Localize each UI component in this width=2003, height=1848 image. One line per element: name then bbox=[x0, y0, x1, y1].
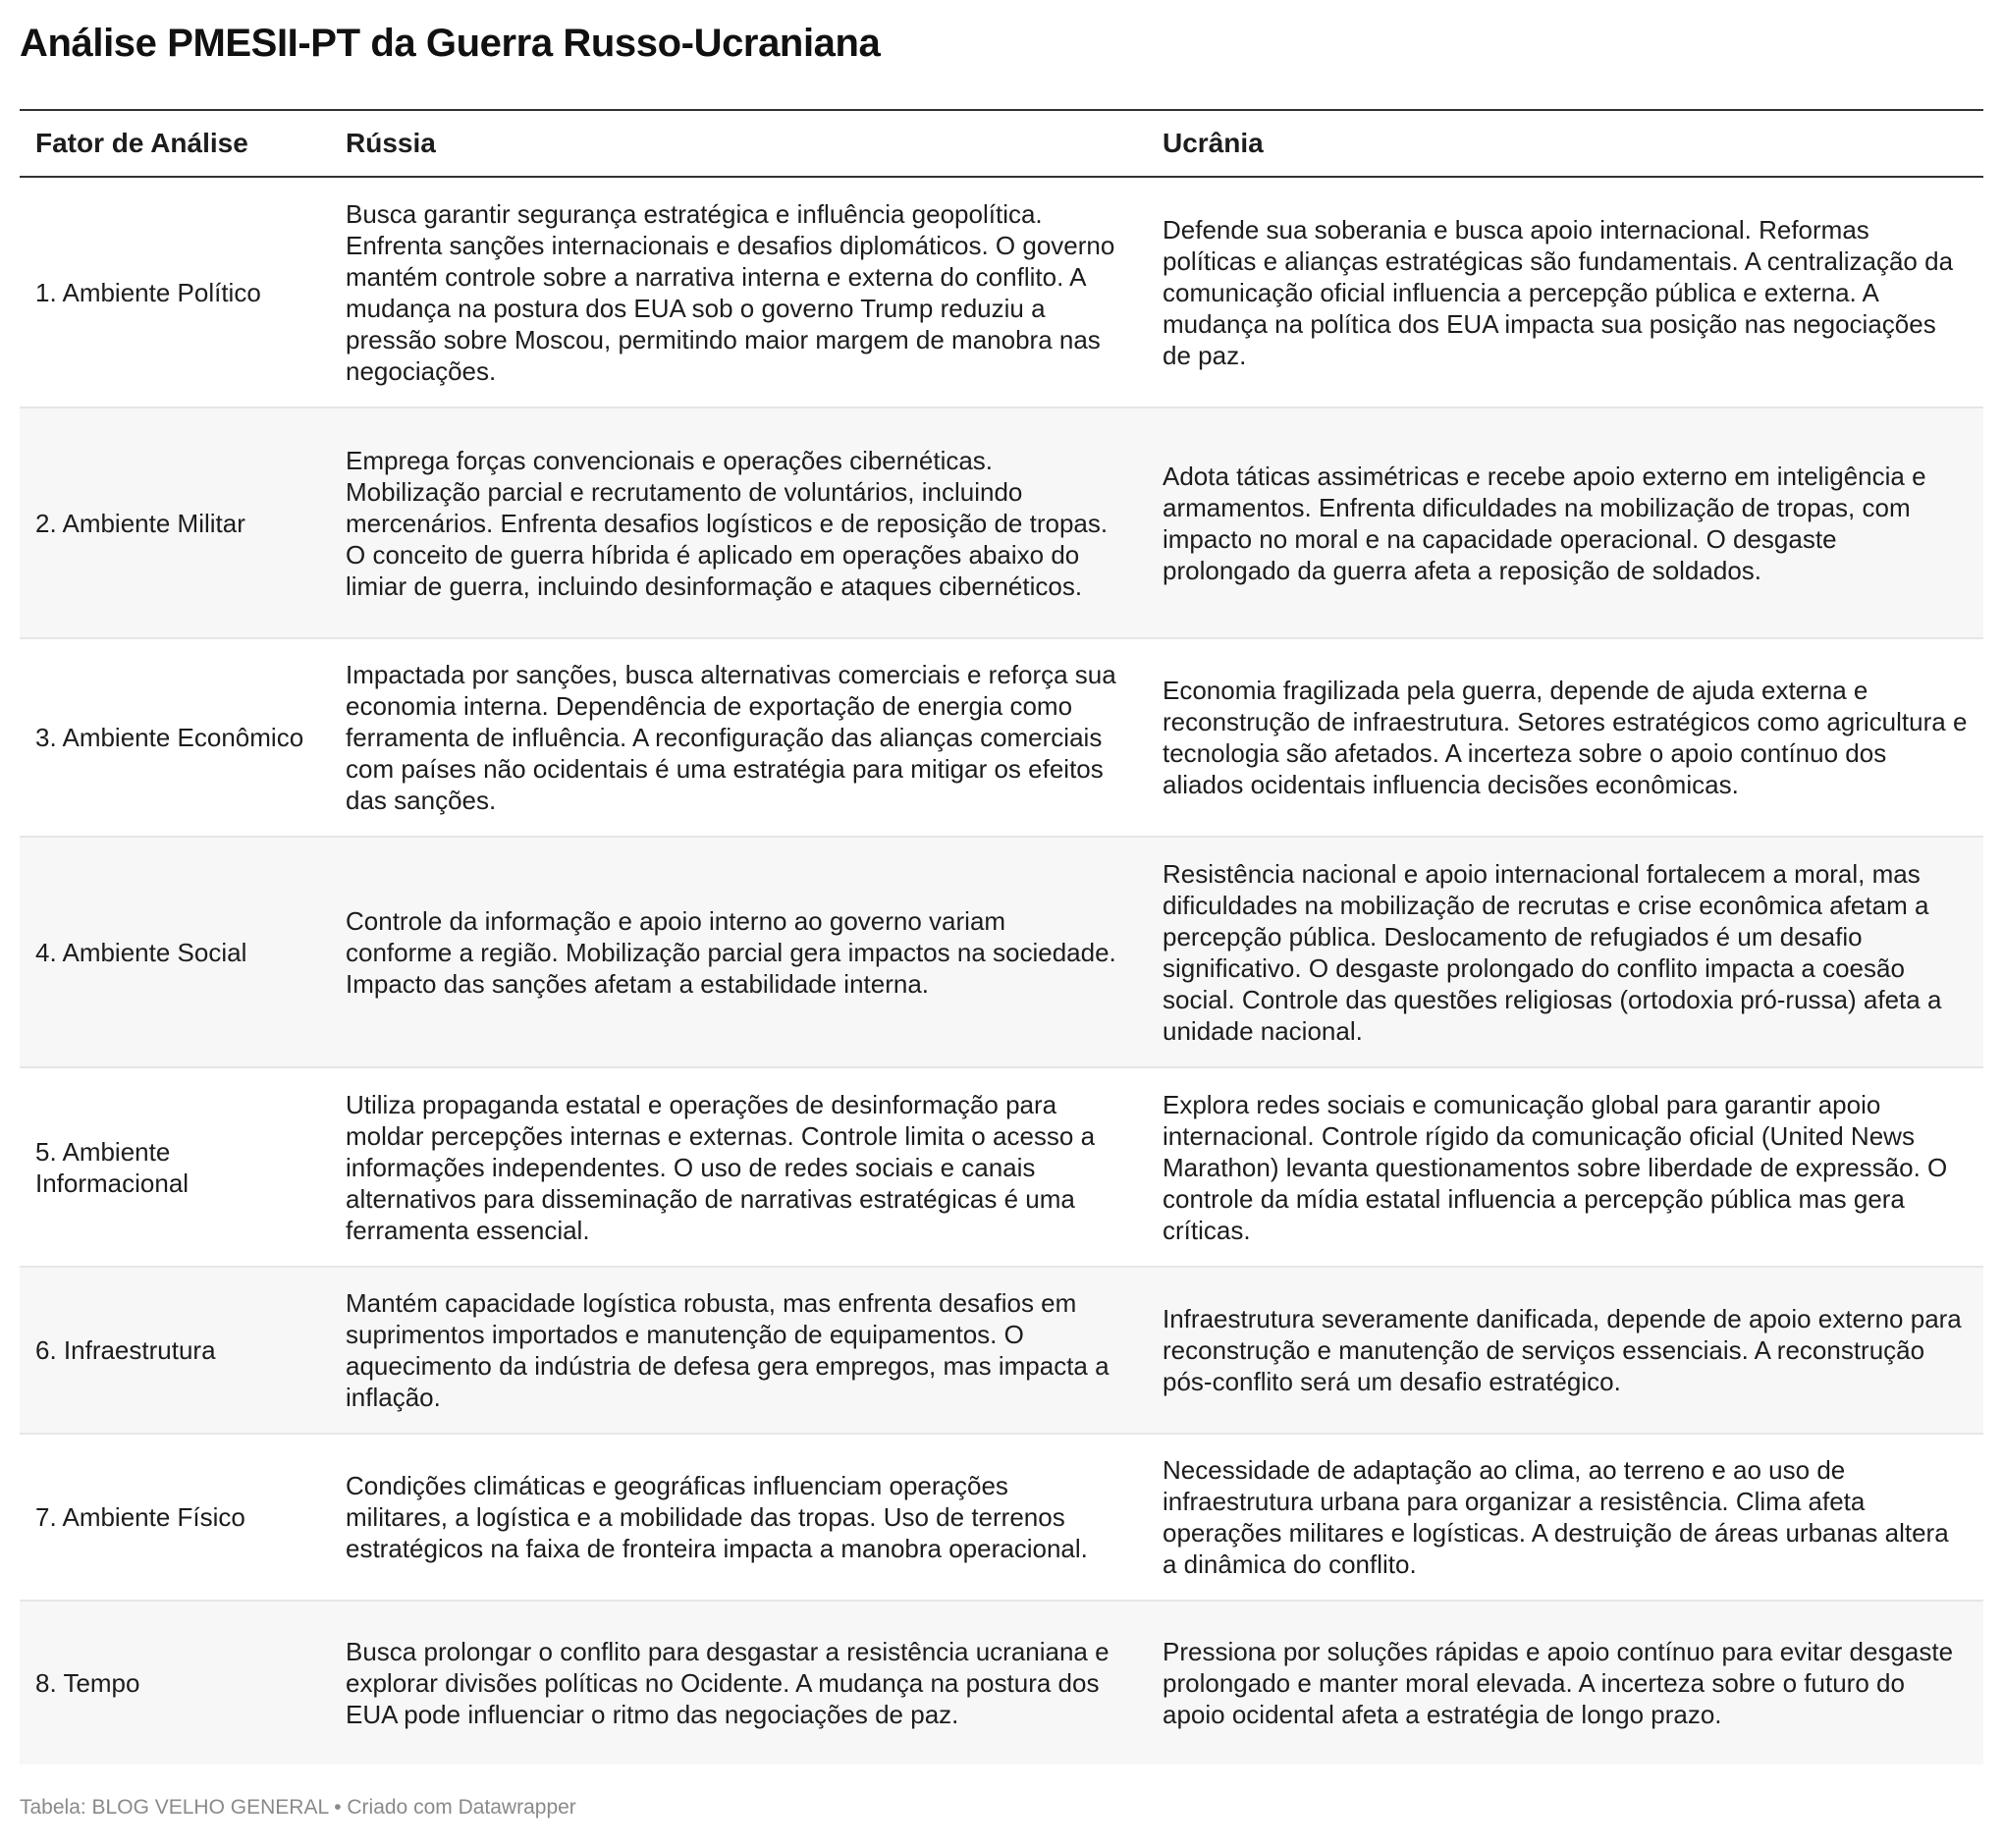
ukraine-cell: Economia fragilizada pela guerra, depende de ajuda externa e reconstrução de infraestrutura. Setores estratégicos como agricultura e tecnologia são afetados. A incerteza sobre o apoio contínuo dos aliados ocidentais influencia decisões econômicas. bbox=[1147, 638, 1983, 837]
factor-cell: 2. Ambiente Militar bbox=[20, 408, 330, 638]
ukraine-cell: Defende sua soberania e busca apoio internacional. Reformas políticas e alianças estratégicas são fundamentais. A centralização da comunicação oficial influencia a percepção pública e externa. A mudança na política dos EUA impacta sua posição nas negociações de paz. bbox=[1147, 177, 1983, 408]
ukraine-cell: Necessidade de adaptação ao clima, ao terreno e ao uso de infraestrutura urbana para organizar a resistência. Clima afeta operações militares e logísticas. A destruição de áreas urbanas altera a dinâmica do conflito. bbox=[1147, 1434, 1983, 1601]
factor-cell: 7. Ambiente Físico bbox=[20, 1434, 330, 1601]
russia-cell: Mantém capacidade logística robusta, mas enfrenta desafios em suprimentos importados e manutenção de equipamentos. O aquecimento da indústria de defesa gera empregos, mas impacta a inflação. bbox=[330, 1267, 1147, 1434]
table-row bbox=[20, 1601, 1983, 1765]
russia-cell: Busca prolongar o conflito para desgastar a resistência ucraniana e explorar divisões políticas no Ocidente. A mudança na postura dos EUA pode influenciar o ritmo das negociações de paz. bbox=[330, 1601, 1147, 1765]
table-row bbox=[20, 638, 1983, 837]
column-header-factor[interactable]: Fator de Análise bbox=[20, 110, 330, 177]
factor-cell: 6. Infraestrutura bbox=[20, 1267, 330, 1434]
russia-cell: Controle da informação e apoio interno ao governo variam conforme a região. Mobilização parcial gera impactos na sociedade. Impacto das sanções afetam a estabilidade interna. bbox=[330, 837, 1147, 1067]
table-body bbox=[20, 177, 1983, 1765]
russia-cell: Impactada por sanções, busca alternativas comerciais e reforça sua economia interna. Dependência de exportação de energia como ferramenta de influência. A reconfiguração das alianças comerciais com países não ocidentais é uma estratégia para mitigar os efeitos das sanções. bbox=[330, 638, 1147, 837]
column-header-russia[interactable]: Rússia bbox=[330, 110, 1147, 177]
table-row bbox=[20, 837, 1983, 1067]
factor-cell: 5. Ambiente Informacional bbox=[20, 1067, 330, 1267]
table-header bbox=[20, 110, 1983, 177]
factor-cell: 1. Ambiente Político bbox=[20, 177, 330, 408]
factor-cell: 4. Ambiente Social bbox=[20, 837, 330, 1067]
header-row bbox=[20, 110, 1983, 177]
table-row bbox=[20, 1067, 1983, 1267]
russia-cell: Condições climáticas e geográficas influenciam operações militares, a logística e a mobilidade das tropas. Uso de terrenos estratégicos na faixa de fronteira impacta a manobra operacional. bbox=[330, 1434, 1147, 1601]
russia-cell: Emprega forças convencionais e operações cibernéticas. Mobilização parcial e recrutamento de voluntários, incluindo mercenários. Enfrenta desafios logísticos e de reposição de tropas. O conceito de guerra híbrida é aplicado em operações abaixo do limiar de guerra, incluindo desinformação e ataques cibernéticos. bbox=[330, 408, 1147, 638]
ukraine-cell: Adota táticas assimétricas e recebe apoio externo em inteligência e armamentos. Enfrenta dificuldades na mobilização de tropas, com impacto no moral e na capacidade operacional. O desgaste prolongado da guerra afeta a reposição de soldados. bbox=[1147, 408, 1983, 638]
factor-cell: 3. Ambiente Econômico bbox=[20, 638, 330, 837]
table-row bbox=[20, 177, 1983, 408]
russia-cell: Utiliza propaganda estatal e operações de desinformação para moldar percepções internas e externas. Controle limita o acesso a informações independentes. O uso de redes sociais e canais alternativos para disseminação de narrativas estratégicas é uma ferramenta essencial. bbox=[330, 1067, 1147, 1267]
russia-cell: Busca garantir segurança estratégica e influência geopolítica. Enfrenta sanções internacionais e desafios diplomáticos. O governo mantém controle sobre a narrativa interna e externa do conflito. A mudança na postura dos EUA sob o governo Trump reduziu a pressão sobre Moscou, permitindo maior margem de manobra nas negociações. bbox=[330, 177, 1147, 408]
ukraine-cell: Explora redes sociais e comunicação global para garantir apoio internacional. Controle rígido da comunicação oficial (United News Marathon) levanta questionamentos sobre liberdade de expressão. O controle da mídia estatal influencia a percepção pública mas gera críticas. bbox=[1147, 1067, 1983, 1267]
column-header-ukraine[interactable]: Ucrânia bbox=[1147, 110, 1983, 177]
source-footer: Tabela: BLOG VELHO GENERAL • Criado com Datawrapper bbox=[20, 1796, 576, 1819]
ukraine-cell: Resistência nacional e apoio internacional fortalecem a moral, mas dificuldades na mobilização de recrutas e crise econômica afetam a percepção pública. Deslocamento de refugiados é um desafio significativo. O desgaste prolongado do conflito impacta a coesão social. Controle das questões religiosas (ortodoxia pró-russa) afeta a unidade nacional. bbox=[1147, 837, 1983, 1067]
ukraine-cell: Pressiona por soluções rápidas e apoio contínuo para evitar desgaste prolongado e manter moral elevada. A incerteza sobre o futuro do apoio ocidental afeta a estratégia de longo prazo. bbox=[1147, 1601, 1983, 1765]
table-row bbox=[20, 1267, 1983, 1434]
pmesii-table bbox=[20, 109, 1983, 1765]
table-row bbox=[20, 408, 1983, 638]
page-title: Análise PMESII-PT da Guerra Russo-Ucraniana bbox=[20, 22, 881, 65]
factor-cell: 8. Tempo bbox=[20, 1601, 330, 1765]
ukraine-cell: Infraestrutura severamente danificada, depende de apoio externo para reconstrução e manutenção de serviços essenciais. A reconstrução pós-conflito será um desafio estratégico. bbox=[1147, 1267, 1983, 1434]
table-row bbox=[20, 1434, 1983, 1601]
